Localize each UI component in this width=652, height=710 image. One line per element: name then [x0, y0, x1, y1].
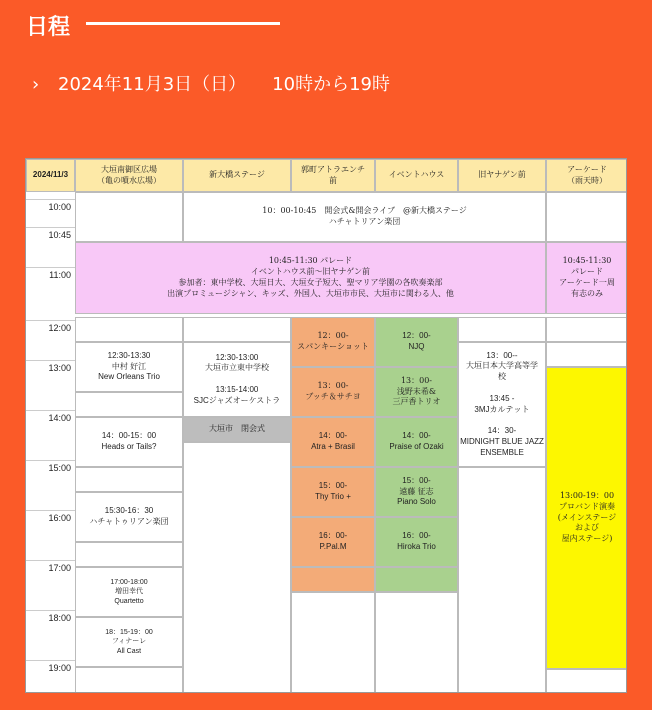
- empty-cell: [75, 542, 183, 567]
- empty-cell: [375, 592, 458, 693]
- time-label: 17:00: [26, 560, 75, 600]
- kuruwa-empty: [291, 567, 375, 592]
- schedule-date: 2024/11/3: [26, 159, 75, 192]
- event-house-slot: 13：00- 浅野未希& 三戸香トリオ: [375, 367, 458, 417]
- closing-ceremony: 大垣市 閉会式: [183, 417, 291, 442]
- time-label: 12:00: [26, 320, 75, 345]
- venue-header-event-house: イベントハウス: [375, 159, 458, 192]
- time-label: 14:00: [26, 410, 75, 450]
- page-title: 日程: [26, 15, 71, 40]
- empty-cell: [546, 192, 627, 242]
- bridge-slot: 12:30-13:00 大垣市立東中学校 13:15-14:00 SJCジャズオーケストラ: [183, 342, 291, 417]
- venue-header-bridge: 新大橋ステージ: [183, 159, 291, 192]
- venue-header-kuruwa: 郭町アトラエンチ 前: [291, 159, 375, 192]
- plaza-slot: 12:30-13:30 中村 好江 New Orleans Trio: [75, 342, 183, 392]
- empty-cell: [458, 467, 546, 693]
- venue-header-arcade: アーケード （雨天時）: [546, 159, 627, 192]
- venue-header-plaza: 大垣南御区広場 （亀の噴水広場）: [75, 159, 183, 192]
- parade-arcade-block: 10:45-11:30 パレード アーケード一周 有志のみ: [546, 242, 627, 314]
- plaza-slot: 15:30-16：30 ハチャトゥリアン楽団: [75, 492, 183, 542]
- yanagen-slot: 13：00-- 大垣日本大学高等学 校 13:45 - 3MJカルテット 14：30- MIDNIGHT BLUE JAZZ ENSEMBLE: [458, 342, 546, 467]
- empty-cell: [291, 592, 375, 693]
- time-label: 18:00: [26, 610, 75, 650]
- time-label: 11:00: [26, 267, 75, 317]
- date-line[interactable]: [32, 70, 390, 96]
- event-hours: 10時から19時: [272, 74, 390, 95]
- empty-cell: [183, 442, 291, 693]
- kuruwa-slot: 15：00- Thy Trio +: [291, 467, 375, 517]
- venue-header-yanagen: 旧ヤナゲン前: [458, 159, 546, 192]
- parade-block: 10:45-11:30 パレード イベントハウス前〜旧ヤナゲン前 参加者：東中学校、大垣日大、大垣女子短大、聖マリア学園の各吹奏楽部 出演プロミュージシャン、キッズ、外国人、大垣市市民、大垣市に関わる人、他: [75, 242, 546, 314]
- time-label: 10:00: [26, 199, 75, 227]
- empty-cell: [75, 667, 183, 693]
- event-house-slot: 12：00- NJQ: [375, 317, 458, 367]
- empty-cell: [546, 342, 627, 367]
- kuruwa-slot: 14：00- Atra + Brasil: [291, 417, 375, 467]
- plaza-slot: 18：15-19：00 フィナーレ All Cast: [75, 617, 183, 667]
- event-house-slot: 15：00- 遠藤 征志 Piano Solo: [375, 467, 458, 517]
- empty-cell: [75, 392, 183, 417]
- opening-ceremony: 10：00-10:45 開会式&開会ライブ @新大橋ステージ ハチャトリアン楽団: [183, 192, 546, 242]
- event-house-slot: 14：00- Praise of Ozaki: [375, 417, 458, 467]
- arcade-band-block: 13:00-19：00 プロバンド演奏 (メインステージ および 屋内ステージ): [546, 367, 627, 669]
- kuruwa-slot: 12：00- スパンキーショット: [291, 317, 375, 367]
- plaza-slot: 14：00-15：00 Heads or Tails?: [75, 417, 183, 467]
- chevron-right-icon: ›: [32, 74, 40, 95]
- event-house-empty: [375, 567, 458, 592]
- plaza-slot: 17:00-18:00 増田幸代 Quartetto: [75, 567, 183, 617]
- kuruwa-slot: 16：00- P.Pal.M: [291, 517, 375, 567]
- schedule-table: [25, 158, 627, 693]
- title-divider: [86, 22, 280, 25]
- empty-cell: [546, 317, 627, 342]
- time-label: 15:00: [26, 460, 75, 500]
- empty-cell: [75, 192, 183, 242]
- time-label: 19:00: [26, 660, 75, 693]
- empty-cell: [546, 669, 627, 693]
- time-label: 13:00: [26, 360, 75, 400]
- kuruwa-slot: 13：00- ブッチ＆サチヨ: [291, 367, 375, 417]
- event-house-slot: 16：00- Hiroka Trio: [375, 517, 458, 567]
- empty-cell: [458, 317, 546, 342]
- empty-cell: [75, 467, 183, 492]
- time-label: 10:45: [26, 227, 75, 247]
- empty-cell: [183, 317, 291, 342]
- empty-cell: [75, 317, 183, 342]
- event-date: 2024年11月3日（日）: [58, 74, 247, 95]
- time-label: 16:00: [26, 510, 75, 550]
